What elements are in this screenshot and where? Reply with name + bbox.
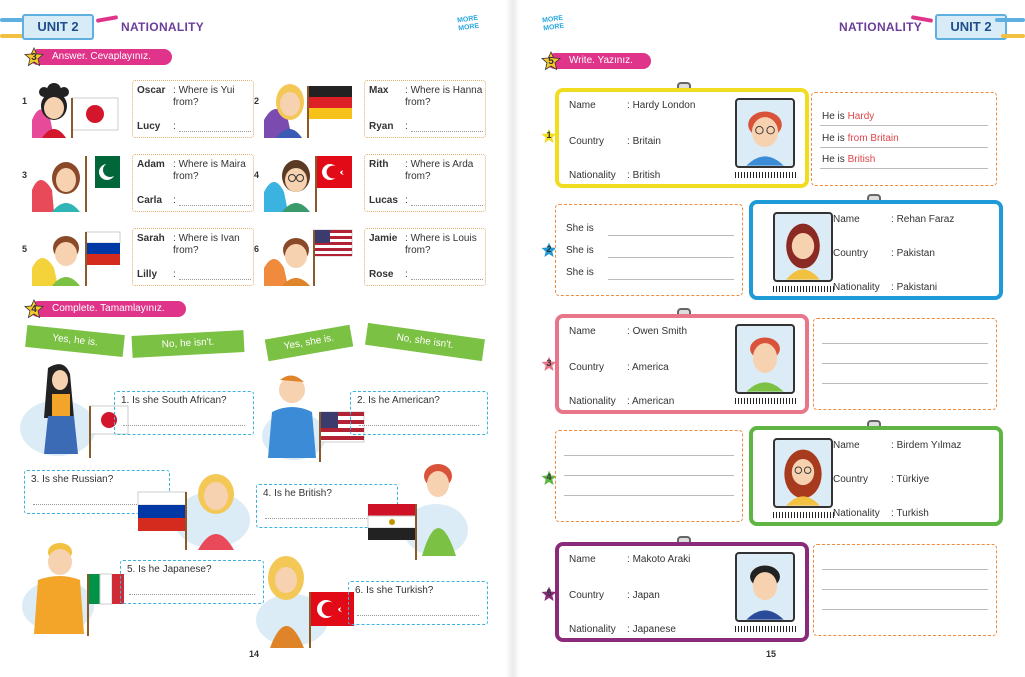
portrait	[773, 212, 833, 282]
dialogue-box: Jamie : Where is Louis from? Rose :	[364, 228, 486, 286]
unit-label: UNIT 2	[22, 14, 94, 40]
question-box-5: 5. Is he Japanese?	[120, 560, 264, 604]
answer-line[interactable]	[820, 125, 988, 126]
id-card-4: Name : Birdem Yılmaz Country : Türkiye Nationality : Turkish	[749, 426, 1003, 526]
id-card-2: Name : Rehan Faraz Country : Pakistan Nationality : Pakistani	[749, 200, 1003, 300]
answer-box-2: She is She is She is	[555, 204, 743, 296]
answer-blank[interactable]	[359, 425, 479, 426]
boy-italy-flag-illustration	[18, 540, 126, 636]
unit-label: UNIT 2	[935, 14, 1007, 40]
answer-line[interactable]	[564, 455, 734, 456]
answer-blank[interactable]	[179, 122, 251, 132]
dialogue-box: Sarah : Where is Ivan from? Lilly :	[132, 228, 254, 286]
page-number: 14	[246, 646, 262, 662]
barcode	[735, 172, 797, 178]
section-5-title: Write. Yazınız.	[569, 55, 633, 66]
answer-line[interactable]	[564, 495, 734, 496]
q3-item-2: 2 Max : Where is Hanna from? Ryan :	[256, 80, 484, 146]
question-box-1: 1. Is she South African?	[114, 391, 254, 435]
girl-turkey-flag-illustration	[252, 554, 356, 648]
answer-line[interactable]	[822, 589, 988, 590]
header-stripe	[96, 15, 118, 23]
girl-russia-flag-illustration	[134, 466, 254, 550]
item-number: 5	[541, 586, 557, 602]
item-number: 1	[541, 128, 557, 144]
star-icon: 3	[24, 47, 44, 67]
page-number: 15	[763, 646, 779, 662]
publisher-logo: MORE MORE	[541, 14, 565, 33]
answer-blank[interactable]	[179, 196, 251, 206]
q3-item-1: 1 Oscar : Where is Yui from? Lucy :	[24, 80, 252, 146]
answer-line[interactable]	[608, 235, 734, 236]
barcode	[735, 626, 797, 632]
answer-line[interactable]	[822, 383, 988, 384]
answer-blank[interactable]	[411, 122, 483, 132]
answer-box-4	[555, 430, 743, 522]
answer-line[interactable]	[822, 343, 988, 344]
id-card-3: Name : Owen Smith Country : America Nationality : American	[555, 314, 809, 414]
q3-item-3: 3 Adam : Where is Maira from? Carla :	[24, 154, 252, 220]
answer-line[interactable]	[820, 168, 988, 169]
dialogue-box: Adam : Where is Maira from? Carla :	[132, 154, 254, 212]
dialogue-box: Oscar : Where is Yui from? Lucy :	[132, 80, 254, 138]
answer-box-3	[813, 318, 997, 410]
star-icon: 5	[541, 51, 561, 71]
boy-usa-flag-illustration	[262, 228, 354, 286]
answer-line[interactable]	[564, 475, 734, 476]
answer-strip: No, he isn't.	[132, 330, 245, 358]
q3-item-4: 4 Rith : Where is Arda from? Lucas :	[256, 154, 484, 220]
answer-blank[interactable]	[179, 270, 251, 280]
section-3-header	[30, 49, 172, 65]
section-5-header	[547, 53, 651, 69]
answer-blank[interactable]	[411, 196, 483, 206]
header-stripe	[995, 18, 1025, 22]
header-stripe	[1001, 34, 1025, 38]
id-card-5: Name : Makoto Araki Country : Japan Nationality : Japanese	[555, 542, 809, 642]
girl-japan-flag-illustration	[30, 80, 122, 138]
q3-item-6: 6 Jamie : Where is Louis from? Rose :	[256, 228, 484, 294]
item-number: 4	[541, 470, 557, 486]
section-4-title: Complete. Tamamlayınız.	[52, 303, 165, 314]
answer-blank[interactable]	[129, 594, 255, 595]
publisher-logo: MORE MORE	[456, 14, 480, 33]
answer-strip: Yes, she is.	[265, 325, 354, 362]
portrait	[735, 324, 795, 394]
portrait	[735, 552, 795, 622]
section-4-header	[30, 301, 186, 317]
star-icon: 4	[24, 299, 44, 319]
answer-blank[interactable]	[357, 615, 479, 616]
answer-line[interactable]	[822, 569, 988, 570]
boy-egypt-flag-illustration	[366, 460, 470, 560]
example-answer-box: He is Hardy He is from Britain He is British	[811, 92, 997, 186]
answer-line[interactable]	[608, 257, 734, 258]
answer-line[interactable]	[822, 363, 988, 364]
girl-germany-flag-illustration	[262, 80, 354, 138]
id-card-1: Name : Hardy London Country : Britain Nationality : British	[555, 88, 809, 188]
section-3-title: Answer. Cevaplayınız.	[52, 51, 151, 62]
girl-pakistan-flag-illustration	[30, 154, 122, 212]
barcode	[735, 398, 797, 404]
answer-line[interactable]	[822, 609, 988, 610]
answer-blank[interactable]	[411, 270, 483, 280]
boy-russia-flag-illustration	[30, 228, 122, 286]
page-title: NATIONALITY	[121, 20, 205, 34]
question-box-6: 6. Is she Turkish?	[348, 581, 488, 625]
dialogue-box: Rith : Where is Arda from? Lucas :	[364, 154, 486, 212]
page-title: NATIONALITY	[839, 20, 923, 34]
question-box-4: 4. Is he British?	[256, 484, 398, 528]
answer-strip: Yes, he is.	[25, 325, 125, 357]
answer-line[interactable]	[820, 147, 988, 148]
right-page	[513, 0, 1025, 677]
barcode	[773, 286, 835, 292]
answer-blank[interactable]	[123, 425, 245, 426]
answer-box-5	[813, 544, 997, 636]
answer-strip: No, she isn't.	[365, 323, 485, 361]
boy-turkey-flag-illustration	[262, 154, 354, 212]
item-number: 3	[541, 356, 557, 372]
header-stripe	[0, 34, 24, 38]
item-number: 2	[541, 242, 557, 258]
question-box-2: 2. Is he American?	[350, 391, 488, 435]
portrait	[773, 438, 833, 508]
dialogue-box: Max : Where is Hanna from? Ryan :	[364, 80, 486, 138]
question-box-3: 3. Is she Russian?	[24, 470, 170, 514]
portrait	[735, 98, 795, 168]
q3-item-5: 5 Sarah : Where is Ivan from? Lilly :	[24, 228, 252, 294]
barcode	[773, 512, 835, 518]
left-page	[0, 0, 512, 677]
answer-line[interactable]	[608, 279, 734, 280]
